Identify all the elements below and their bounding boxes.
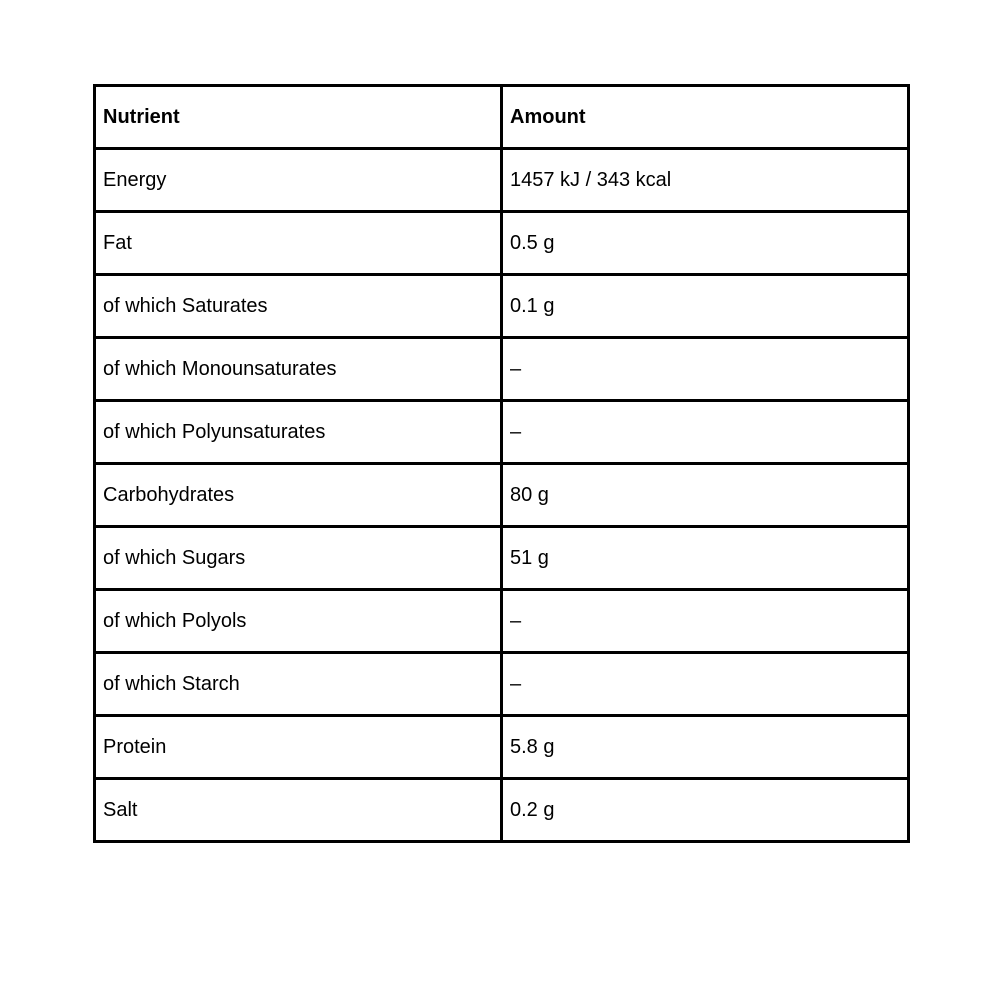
header-amount: Amount: [502, 86, 909, 149]
amount-cell: 51 g: [502, 527, 909, 590]
nutrient-cell: Carbohydrates: [95, 464, 502, 527]
header-nutrient: Nutrient: [95, 86, 502, 149]
nutrient-cell: Fat: [95, 212, 502, 275]
header-row: [95, 86, 909, 149]
table-row: [95, 275, 909, 338]
table-row: [95, 401, 909, 464]
nutrient-cell: of which Saturates: [95, 275, 502, 338]
table-row: [95, 464, 909, 527]
amount-cell: 0.5 g: [502, 212, 909, 275]
amount-cell: –: [502, 401, 909, 464]
nutrient-cell: of which Polyunsaturates: [95, 401, 502, 464]
table-body: [95, 149, 909, 842]
nutrient-cell: of which Sugars: [95, 527, 502, 590]
amount-cell: –: [502, 590, 909, 653]
amount-cell: –: [502, 653, 909, 716]
amount-cell: 1457 kJ / 343 kcal: [502, 149, 909, 212]
nutrition-table: [93, 84, 910, 843]
table-row: [95, 779, 909, 842]
table-row: [95, 527, 909, 590]
amount-cell: 0.1 g: [502, 275, 909, 338]
nutrient-cell: Protein: [95, 716, 502, 779]
nutrient-cell: of which Polyols: [95, 590, 502, 653]
nutrient-cell: Energy: [95, 149, 502, 212]
table-header: [95, 86, 909, 149]
nutrient-cell: of which Monounsaturates: [95, 338, 502, 401]
table-row: [95, 149, 909, 212]
nutrient-cell: Salt: [95, 779, 502, 842]
amount-cell: 80 g: [502, 464, 909, 527]
table-row: [95, 653, 909, 716]
nutrient-cell: of which Starch: [95, 653, 502, 716]
table-row: [95, 716, 909, 779]
amount-cell: 0.2 g: [502, 779, 909, 842]
table-row: [95, 338, 909, 401]
table-row: [95, 212, 909, 275]
table-row: [95, 590, 909, 653]
amount-cell: –: [502, 338, 909, 401]
amount-cell: 5.8 g: [502, 716, 909, 779]
